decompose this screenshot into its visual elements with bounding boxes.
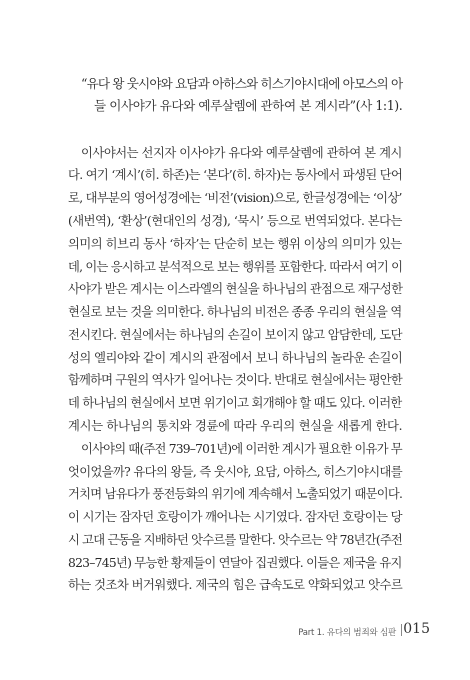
body-line: 로, 대부분의 영어성경에는 ‘비전’(vision)으로, 한글성경에는 ‘이상’ [68, 191, 402, 205]
body-line: 데 하나님의 현실에서 보면 위기이고 회개해야 할 때도 있다. 이러한 [68, 396, 402, 410]
quote-line-1: “유다 왕 웃시야와 요담과 아하스와 히스기야시대에 아모스의 아 [81, 76, 403, 91]
body-line: 거치며 남유다가 풍전등화의 위기에 계속해서 노출되었기 때문이다. [68, 487, 403, 501]
body-line: 함께하며 구원의 역사가 일어나는 것이다. 반대로 현실에서는 평안한 [68, 373, 402, 387]
body-line: 현실로 보는 것을 의미한다. 하나님의 비전은 종종 우리의 현실을 역 [68, 305, 402, 319]
body-line: 이 시기는 잠자던 호랑이가 깨어나는 시기였다. 잠자던 호랑이는 당 [68, 510, 402, 524]
body-line: 이사야서는 선지자 이사야가 유다와 예루살렘에 관하여 본 계시 [81, 146, 402, 160]
body-line: 하는 것조차 버거워했다. 제국의 힘은 급속도로 약화되었고 앗수르 [68, 578, 403, 592]
body-line: 다. 여기 ‘계시’(히. 하존)는 ‘본다’(히. 하자)는 동사에서 파생된 단어 [68, 168, 403, 182]
body-line: (새번역), ‘환상’(현대인의 성경), ‘묵시’ 등으로 번역되었다. 본다는 [68, 214, 402, 228]
quote-line-2: 들 이사야가 유다와 예루살렘에 관하여 본 계시라”(사 1:1). [94, 98, 403, 113]
footer-divider [401, 624, 402, 636]
body-line: 전시킨다. 현실에서는 하나님의 손길이 보이지 않고 암담한데, 도단 [68, 328, 402, 342]
body-line: 이사야의 때(주전 739–701년)에 이러한 계시가 필요한 이유가 무 [81, 442, 402, 456]
page-footer [298, 621, 430, 641]
body-line: 사야가 받은 계시는 이스라엘의 현실을 하나님의 관점으로 재구성한 [68, 282, 403, 296]
running-head: Part 1. 유다의 범죄와 심판 [298, 628, 396, 638]
body-line: 의미의 히브리 동사 ‘하자’는 단순히 보는 행위 이상의 의미가 있는 [68, 237, 402, 251]
body-line: 823–745년) 무능한 황제들이 연달아 집권했다. 이들은 제국을 유지 [68, 556, 402, 570]
body-line: 데, 이는 응시하고 분석적으로 보는 행위를 포함한다. 따라서 여기 이 [68, 260, 403, 274]
body-line: 엇이었을까? 유다의 왕들, 즉 웃시야, 요담, 아하스, 히스기야시대를 [68, 465, 402, 479]
body-line: 시 고대 근동을 지배하던 앗수르를 말한다. 앗수르는 약 78년간(주전 [68, 533, 402, 547]
body-line: 성의 엘리야와 같이 계시의 관점에서 보니 하나님의 놀라운 손길이 [68, 351, 403, 365]
body-line: 계시는 하나님의 통치와 경륜에 따라 우리의 현실을 새롭게 한다. [68, 419, 403, 433]
page-number: 015 [403, 621, 430, 637]
